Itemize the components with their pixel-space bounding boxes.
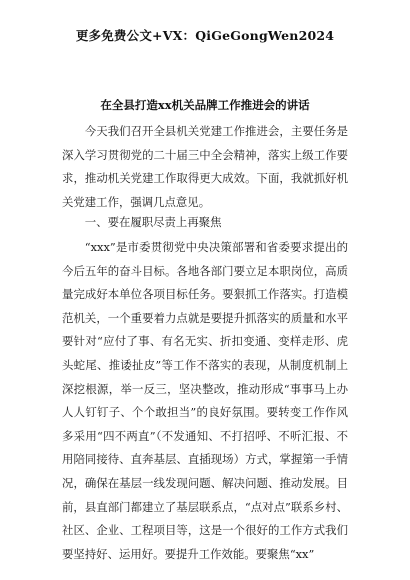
paragraph-text: 今天我们召开全县机关党建工作推进会，主要任务是深入学习贯彻党的二十届三中全会精神，落实上级工作要求，推动机关党建工作取得更大成效。下面，我就抓好机关党建工作，强调几点意见。 <box>62 124 348 209</box>
paragraph-intro <box>62 120 348 214</box>
document-title: 在全县打造xx机关品牌工作推进会的讲话 <box>100 98 310 112</box>
promo-banner: 更多免费公文+VX：QiGeGongWen2024 <box>75 28 335 43</box>
paragraph-text: “xxx”是市委贯彻党中央决策部署和省委要求提出的今后五年的奋斗目标。各地各部门要立足本职岗位，高质量完成好本单位各项目标任务。要狠抓工作落实。打造模范机关，一个重要着力点就是要提升抓落实的质量和水平要针对“应付了事、有名无实、折扣变通、变样走形、虎头蛇尾、推诿扯皮”等工作不落实的表现，从制度机制上深挖根源，举一反三，坚决整改，推动形成“事事马上办人人钉钉子、个个敢担当”的良好氛围。要转变工作作风多采用“四不两直”（不发通知、不打招呼、不听汇报、不用陪同接待、直奔基层、直插现场）方式，掌握第一手情况，确保在基层一线发现问题、解决问题、推动发展。目前，县直部门都建立了基层联系点，“点对点”联系乡村、社区、企业、工程项目等，这是一个很好的工作方式我们要坚持好、运用好。要提升工作效能。要聚焦“xx” <box>62 240 348 561</box>
paragraph-section-1 <box>62 236 348 566</box>
section-heading: 一、要在履职尽责上再聚焦 <box>84 215 222 229</box>
